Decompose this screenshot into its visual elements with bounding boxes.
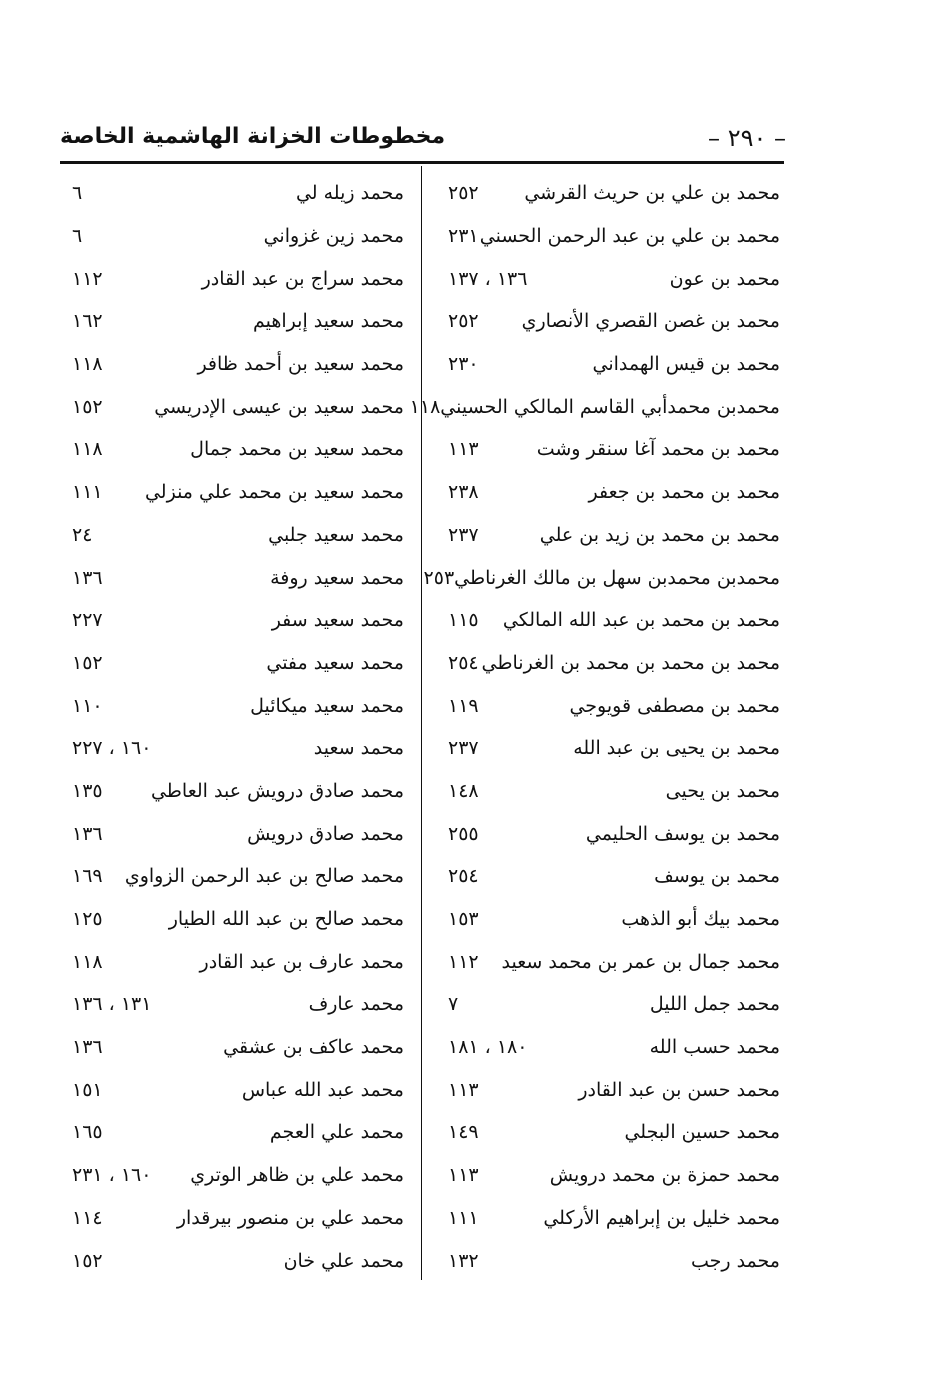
entry-pages: ٢٣٧ [448,523,479,546]
entry-pages: ٢٥٤ [448,651,479,674]
running-title: مخطوطات الخزانة الهاشمية الخاصة [60,124,446,149]
header-rule [60,161,784,164]
index-entry [62,940,404,983]
entry-pages: ١٣٦ ، ١٣٧ [448,267,528,290]
entry-name: محمد بن عون [669,267,780,290]
entry-pages: ٦ [72,225,83,248]
index-column-left [62,172,404,1282]
entry-name: محمد سعيد ميكائيل [250,694,404,717]
entry-name: محمد صالح بن عبد الله الطيار [168,908,404,931]
entry-pages: ١١٣ [448,1078,479,1101]
index-entry [62,642,404,685]
index-entry [62,1239,404,1282]
entry-name: محمد سعيد بن أحمد ظافر [197,353,404,376]
entry-pages: ٧ [448,993,459,1016]
entry-name: محمد علي خان [283,1249,404,1272]
entry-pages: ٢٣١ [448,225,479,248]
index-entry [62,983,404,1026]
index-entry [62,1197,404,1240]
entry-pages: ١٦٢ [72,310,103,333]
entry-pages: ١٥١ [72,1078,103,1101]
entry-pages: ١٥٢ [72,1249,103,1272]
entry-pages: ١١٥ [448,609,479,632]
entry-pages: ٢٥٢ [448,310,479,333]
entry-pages: ١٣١ ، ١٣٦ [72,993,152,1016]
entry-pages: ١١٨ [72,950,103,973]
index-entry [62,684,404,727]
index-entry [62,300,404,343]
entry-pages: ١١١ [448,1206,479,1229]
entry-name: محمد حسين البجلي [624,1121,780,1144]
entry-name: محمد بن غصن القصري الأنصاري [521,310,780,333]
entry-pages: ١١٨ [409,395,441,418]
column-divider [421,166,422,1280]
entry-name: محمد بن مصطفى قويوجي [569,694,780,717]
entry-name: محمد بن محمد بن زيد بن علي [539,523,780,546]
index-entry [438,257,780,300]
index-entry [62,1068,404,1111]
entry-name: محمد عارف بن عبد القادر [199,950,404,973]
index-entry [62,898,404,941]
entry-name: محمد علي العجم [269,1121,404,1144]
index-entry [438,1111,780,1154]
index-entry [438,1197,780,1240]
entry-pages: ١٦٠ ، ٢٣١ [72,1164,152,1187]
index-entry [438,1026,780,1069]
entry-pages: ١٣٢ [448,1249,479,1272]
index-entry [438,215,780,258]
index-entry [438,940,780,983]
entry-name: محمد صالح بن عبد الرحمن الزواوي [124,865,404,888]
entry-pages: ١١٣ [448,1164,479,1187]
entry-pages: ٢٥٣ [423,566,455,589]
entry-pages: ١١٢ [448,950,479,973]
entry-name: محمد حسن بن عبد القادر [578,1078,780,1101]
entry-name: محمد سعيد بن محمد علي منزلي [144,481,404,504]
entry-name: محمدبن محمدبن سهل بن مالك الغرناطي [454,566,780,589]
entry-pages: ١١٠ [72,694,103,717]
entry-pages: ١١١ [72,481,103,504]
index-entry [438,898,780,941]
entry-pages: ١١٨ [72,353,103,376]
entry-name: محمد سعيد روفة [270,566,404,589]
entry-pages: ١٣٦ [72,566,103,589]
entry-name: محمد بن محمد بن عبد الله المالكي [502,609,780,632]
index-entry [62,812,404,855]
index-entry [62,855,404,898]
entry-name: محمد حمزة بن محمد درويش [549,1164,780,1187]
index-entry [62,1026,404,1069]
entry-name: محمد بن يحيى [665,779,780,802]
entry-pages: ٢٣٠ [448,353,479,376]
index-entry [438,1239,780,1282]
index-entry [438,1068,780,1111]
index-entry [423,556,780,599]
entry-pages: ١١٤ [72,1206,103,1229]
entry-pages: ٢٣٧ [448,737,479,760]
entry-name: محمد بن علي بن عبد الرحمن الحسني [479,225,780,248]
index-entry [438,599,780,642]
page-number: – ٢٩٠ – [708,124,786,152]
index-entry [62,257,404,300]
entry-name: محمد سعيد بن محمد جمال [190,438,404,461]
entry-pages: ١٦٠ ، ٢٢٧ [72,737,152,760]
entry-pages: ١٣٥ [72,779,103,802]
index-entry [438,770,780,813]
entry-name: محمد بن يوسف [654,865,780,888]
entry-name: محمد زين غزواني [263,225,404,248]
entry-pages: ١٥٢ [72,651,103,674]
index-entry [438,684,780,727]
entry-pages: ٢٥٥ [448,822,479,845]
index-entry [62,1154,404,1197]
entry-name: محمد حسب الله [649,1036,780,1059]
entry-name: محمد سعيد بن عيسى الإدريسي [154,395,404,418]
entry-name: محمد علي بن منصور بيرقدار [176,1206,404,1229]
entry-name: محمد عارف [308,993,404,1016]
entry-name: محمد بن يحيى بن عبد الله [573,737,780,760]
entry-name: محمد خليل بن إبراهيم الأركلي [543,1206,780,1229]
entry-pages: ١٨٠ ، ١٨١ [448,1036,528,1059]
index-entry [62,514,404,557]
entry-name: محمد سعيد مفتي [266,651,404,674]
index-entry [438,812,780,855]
index-entry [438,471,780,514]
page-header [60,118,786,162]
index-entry [62,599,404,642]
index-entry [62,385,404,428]
index-entry [438,727,780,770]
index-entry [62,471,404,514]
entry-name: محمد بن قيس الهمداني [592,353,780,376]
entry-name: محمد جمال بن عمر بن محمد سعيد [501,950,780,973]
entry-pages: ١٤٨ [448,779,479,802]
entry-name: محمد بن محمد بن محمد بن الغرناطي [481,651,780,674]
entry-name: محمد سعيد سفر [271,609,404,632]
index-entry [62,770,404,813]
entry-name: محمد بن محمد بن جعفر [588,481,780,504]
entry-pages: ٢٣٨ [448,481,479,504]
entry-pages: ١٣٦ [72,822,103,845]
index-entry [438,855,780,898]
entry-pages: ١١٩ [448,694,479,717]
index-entry [438,428,780,471]
entry-pages: ١٦٩ [72,865,103,888]
entry-pages: ١٥٢ [72,395,103,418]
entry-pages: ١٤٩ [448,1121,479,1144]
entry-pages: ١١٢ [72,267,103,290]
entry-name: محمد بيك أبو الذهب [621,908,780,931]
entry-pages: ٢٢٧ [72,609,103,632]
entry-pages: ١١٨ [72,438,103,461]
entry-pages: ١١٣ [448,438,479,461]
index-entry [62,727,404,770]
entry-pages: ١٢٥ [72,908,103,931]
entry-name: محمد بن يوسف الحليمي [585,822,780,845]
entry-name: محمد عبد الله عباس [241,1078,404,1101]
index-entry [438,172,780,215]
entry-pages: ٢٥٤ [448,865,479,888]
entry-pages: ١٣٦ [72,1036,103,1059]
entry-pages: ٦ [72,182,83,205]
entry-name: محمد سراج بن عبد القادر [201,267,404,290]
index-entry [438,343,780,386]
entry-name: محمد جمل الليل [649,993,780,1016]
entry-name: محمدبن محمدأبي القاسم المالكي الحسيني [440,395,780,418]
index-entry [438,642,780,685]
entry-name: محمد سعيد جلبي [268,523,404,546]
entry-name: محمد بن علي بن حريث القرشي [524,182,780,205]
entry-pages: ١٦٥ [72,1121,103,1144]
entry-name: محمد عاكف بن عشقي [223,1036,404,1059]
index-entry [62,215,404,258]
index-entry [409,385,780,428]
entry-name: محمد سعيد [313,737,404,760]
entry-name: محمد بن محمد آغا سنقر وشت [536,438,780,461]
entry-name: محمد سعيد إبراهيم [253,310,404,333]
entry-name: محمد رجب [690,1249,780,1272]
entry-name: محمد صادق درويش عبد العاطي [150,779,404,802]
index-entry [62,1111,404,1154]
index-entry [62,343,404,386]
index-entry [438,1154,780,1197]
entry-name: محمد زيله لي [295,182,404,205]
entry-name: محمد علي بن ظاهر الوتري [190,1164,404,1187]
index-entry [438,514,780,557]
index-entry [438,300,780,343]
index-entry [62,172,404,215]
index-entry [62,428,404,471]
index-entry [62,556,404,599]
entry-name: محمد صادق درويش [247,822,404,845]
index-column-right [409,172,780,1282]
entry-pages: ٢٤ [72,523,93,546]
entry-pages: ٢٥٢ [448,182,479,205]
index-entry [438,983,780,1026]
entry-pages: ١٥٣ [448,908,479,931]
